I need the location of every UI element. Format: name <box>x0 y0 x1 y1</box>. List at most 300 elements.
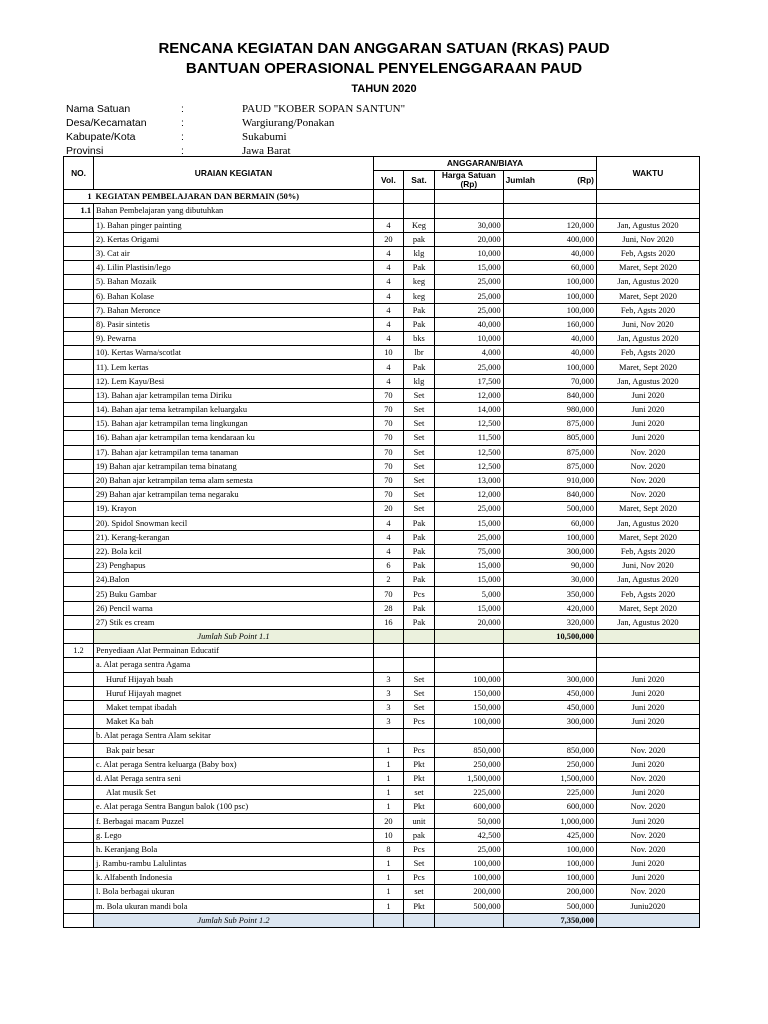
cell-vol: 70 <box>373 587 403 601</box>
cell-harga: 10,000 <box>435 246 504 260</box>
cell-sat: Pcs <box>403 842 434 856</box>
cell-waktu: Juni 2020 <box>596 417 699 431</box>
cell-vol: 1 <box>373 871 403 885</box>
cell-item: Huruf Hijayah magnet <box>94 686 374 700</box>
subtotal-value: 7,350,000 <box>503 913 596 927</box>
cell-jumlah: 40,000 <box>503 346 596 360</box>
table-row <box>64 488 700 502</box>
cell-item: d. Alat Peraga sentra seni <box>94 771 374 785</box>
table-row <box>64 559 700 573</box>
cell-harga: 200,000 <box>435 885 504 899</box>
cell-item: k. Alfabenth Indonesia <box>94 871 374 885</box>
document-subtitle: BANTUAN OPERASIONAL PENYELENGGARAAN PAUD <box>185 60 583 77</box>
cell-harga: 25,000 <box>435 842 504 856</box>
cell-item: c. Alat peraga Sentra keluarga (Baby box) <box>94 757 374 771</box>
table-row <box>64 246 700 260</box>
cell-item: l. Bola berbagai ukuran <box>94 885 374 899</box>
table-row <box>64 615 700 629</box>
table-row <box>64 346 700 360</box>
cell-sat: unit <box>403 814 434 828</box>
table-row <box>64 232 700 246</box>
cell-waktu: Juni 2020 <box>596 857 699 871</box>
table-row <box>64 544 700 558</box>
cell-sat: klg <box>403 374 434 388</box>
cell-harga: 11,500 <box>435 431 504 445</box>
cell-item: 27) Stik es cream <box>94 615 374 629</box>
table-row <box>64 431 700 445</box>
cell-waktu: Nov. 2020 <box>596 842 699 856</box>
cell-no <box>64 729 94 743</box>
cell-no <box>64 899 94 913</box>
cell-item: Maket tempat ibadah <box>94 700 374 714</box>
cell-sat: lbr <box>403 346 434 360</box>
cell-item: 9). Pewarna <box>94 332 374 346</box>
cell-waktu: Nov. 2020 <box>596 743 699 757</box>
cell-vol: 10 <box>373 346 403 360</box>
cell-no <box>64 672 94 686</box>
table-row <box>64 786 700 800</box>
cell-sat: Pkt <box>403 899 434 913</box>
cell-vol: 70 <box>373 473 403 487</box>
cell-sat: Set <box>403 431 434 445</box>
cell-item: 14). Bahan ajar tema ketrampilan keluargaku <box>94 403 374 417</box>
cell-item: 2). Kertas Origami <box>94 232 374 246</box>
cell-vol: 16 <box>373 615 403 629</box>
cell-waktu: Juni 2020 <box>596 786 699 800</box>
header-vol: Vol. <box>373 171 403 190</box>
cell-vol: 3 <box>373 700 403 714</box>
header-harga: Harga Satuan (Rp) <box>435 171 504 190</box>
cell-waktu: Juni 2020 <box>596 715 699 729</box>
cell-sat <box>403 729 434 743</box>
cell-item: 3). Cat air <box>94 246 374 260</box>
cell-waktu: Nov. 2020 <box>596 473 699 487</box>
cell-no <box>64 743 94 757</box>
cell-harga: 12,500 <box>435 459 504 473</box>
cell-no <box>64 786 94 800</box>
cell-sat: Set <box>403 686 434 700</box>
cell-no <box>64 303 94 317</box>
cell-jumlah: 875,000 <box>503 417 596 431</box>
subtotal-label: Jumlah Sub Point 1.1 <box>94 630 374 644</box>
cell-no <box>64 246 94 260</box>
cell-waktu: Maret, Sept 2020 <box>596 360 699 374</box>
cell-no <box>64 857 94 871</box>
cell-vol: 8 <box>373 842 403 856</box>
cell-no <box>64 615 94 629</box>
header-jumlah-label: Jumlah <box>505 174 535 185</box>
cell-sat: Pak <box>403 261 434 275</box>
cell-jumlah: 840,000 <box>503 388 596 402</box>
cell-vol: 20 <box>373 814 403 828</box>
cell-harga: 14,000 <box>435 403 504 417</box>
subtotal-row <box>64 630 700 644</box>
cell-item: Alat musik Set <box>94 786 374 800</box>
cell-item: 1). Bahan pinger painting <box>94 218 374 232</box>
cell-no <box>64 289 94 303</box>
cell-sat: Pak <box>403 544 434 558</box>
cell-vol: 4 <box>373 317 403 331</box>
cell-harga: 150,000 <box>435 700 504 714</box>
cell-sat: Set <box>403 700 434 714</box>
cell-sat: klg <box>403 246 434 260</box>
cell-no <box>64 700 94 714</box>
cell-item: g. Lego <box>94 828 374 842</box>
info-colon: : <box>181 131 184 143</box>
cell-vol: 1 <box>373 786 403 800</box>
cell-jumlah: 840,000 <box>503 488 596 502</box>
cell-waktu <box>596 729 699 743</box>
cell-sat: Pkt <box>403 757 434 771</box>
cell-vol: 1 <box>373 857 403 871</box>
cell-waktu: Maret, Sept 2020 <box>596 530 699 544</box>
cell-jumlah <box>503 658 596 672</box>
subsection-no: 1.1 <box>64 204 94 218</box>
table-row <box>64 587 700 601</box>
cell-item: 25) Buku Gambar <box>94 587 374 601</box>
cell-vol: 3 <box>373 715 403 729</box>
cell-jumlah: 450,000 <box>503 686 596 700</box>
subsection-label: Bahan Pembelajaran yang dibutuhkan <box>94 204 374 218</box>
document-title: RENCANA KEGIATAN DAN ANGGARAN SATUAN (RKAS) PAUD <box>158 40 610 57</box>
header-uraian: URAIAN KEGIATAN <box>94 157 374 190</box>
cell-harga: 42,500 <box>435 828 504 842</box>
cell-no <box>64 360 94 374</box>
table-row <box>64 800 700 814</box>
cell-jumlah: 805,000 <box>503 431 596 445</box>
cell-waktu: Nov. 2020 <box>596 459 699 473</box>
cell-jumlah: 600,000 <box>503 800 596 814</box>
cell-item: 10). Kertas Warna/scotlat <box>94 346 374 360</box>
table-row <box>64 771 700 785</box>
cell-waktu: Juni 2020 <box>596 672 699 686</box>
section-no: 1 <box>64 190 94 204</box>
info-label: Desa/Kecamatan <box>66 117 147 129</box>
cell-harga: 225,000 <box>435 786 504 800</box>
table-row <box>64 445 700 459</box>
cell-vol: 1 <box>373 743 403 757</box>
cell-item: 12). Lem Kayu/Besi <box>94 374 374 388</box>
cell-vol: 6 <box>373 559 403 573</box>
cell-sat <box>403 658 434 672</box>
cell-no <box>64 232 94 246</box>
budget-table <box>63 156 700 928</box>
cell-harga: 20,000 <box>435 232 504 246</box>
cell-waktu: Juni, Nov 2020 <box>596 317 699 331</box>
table-row <box>64 388 700 402</box>
cell-harga: 12,000 <box>435 488 504 502</box>
cell-harga: 25,000 <box>435 530 504 544</box>
cell-sat: Pak <box>403 516 434 530</box>
cell-no <box>64 715 94 729</box>
cell-sat: keg <box>403 275 434 289</box>
cell-item: 20) Bahan ajar ketrampilan tema alam semesta <box>94 473 374 487</box>
cell-waktu: Juni 2020 <box>596 388 699 402</box>
cell-item: a. Alat peraga sentra Agama <box>94 658 374 672</box>
cell-waktu: Feb, Agsts 2020 <box>596 346 699 360</box>
cell-jumlah: 400,000 <box>503 232 596 246</box>
cell-waktu: Maret, Sept 2020 <box>596 261 699 275</box>
cell-vol: 70 <box>373 403 403 417</box>
table-row <box>64 658 700 672</box>
cell-item: 22). Bola kcil <box>94 544 374 558</box>
cell-jumlah: 850,000 <box>503 743 596 757</box>
cell-vol: 4 <box>373 332 403 346</box>
cell-jumlah: 225,000 <box>503 786 596 800</box>
cell-harga: 15,000 <box>435 601 504 615</box>
cell-jumlah: 980,000 <box>503 403 596 417</box>
cell-jumlah: 300,000 <box>503 715 596 729</box>
header-rp-label: (Rp) <box>577 174 594 185</box>
cell-harga: 100,000 <box>435 672 504 686</box>
cell-vol <box>373 658 403 672</box>
document-year: TAHUN 2020 <box>351 83 417 95</box>
info-value: PAUD "KOBER SOPAN SANTUN" <box>242 103 406 115</box>
cell-waktu: Maret, Sept 2020 <box>596 502 699 516</box>
cell-waktu: Nov. 2020 <box>596 885 699 899</box>
cell-waktu: Jan, Agustus 2020 <box>596 218 699 232</box>
cell-jumlah: 120,000 <box>503 218 596 232</box>
cell-jumlah: 1,500,000 <box>503 771 596 785</box>
cell-jumlah: 1,000,000 <box>503 814 596 828</box>
cell-harga: 250,000 <box>435 757 504 771</box>
cell-sat: Pak <box>403 530 434 544</box>
cell-vol: 70 <box>373 459 403 473</box>
cell-jumlah: 300,000 <box>503 672 596 686</box>
cell-waktu: Nov. 2020 <box>596 771 699 785</box>
info-colon: : <box>181 103 184 115</box>
table-row <box>64 686 700 700</box>
cell-item: 19). Krayon <box>94 502 374 516</box>
cell-harga: 150,000 <box>435 686 504 700</box>
cell-item: 21). Kerang-kerangan <box>94 530 374 544</box>
info-colon: : <box>181 145 184 157</box>
cell-waktu: Jan, Agustus 2020 <box>596 615 699 629</box>
cell-harga: 100,000 <box>435 857 504 871</box>
header-jumlah <box>503 171 596 190</box>
cell-jumlah: 100,000 <box>503 842 596 856</box>
cell-no <box>64 488 94 502</box>
cell-harga: 10,000 <box>435 332 504 346</box>
cell-jumlah: 420,000 <box>503 601 596 615</box>
cell-harga: 25,000 <box>435 289 504 303</box>
cell-jumlah: 875,000 <box>503 445 596 459</box>
cell-sat: set <box>403 786 434 800</box>
cell-no <box>64 814 94 828</box>
cell-no <box>64 275 94 289</box>
cell-harga: 12,000 <box>435 388 504 402</box>
cell-jumlah: 875,000 <box>503 459 596 473</box>
cell-no <box>64 630 94 644</box>
cell-harga: 30,000 <box>435 218 504 232</box>
table-row <box>64 303 700 317</box>
cell-no <box>64 431 94 445</box>
cell-sat: Pkt <box>403 771 434 785</box>
cell-item: e. Alat peraga Sentra Bangun balok (100 psc) <box>94 800 374 814</box>
cell-sat: Set <box>403 488 434 502</box>
table-row <box>64 757 700 771</box>
cell-item: 13). Bahan ajar ketrampilan tema Diriku <box>94 388 374 402</box>
info-value: Jawa Barat <box>242 145 291 157</box>
cell-jumlah: 500,000 <box>503 502 596 516</box>
subsection-row <box>64 644 700 658</box>
cell-harga: 17,500 <box>435 374 504 388</box>
cell-vol: 1 <box>373 757 403 771</box>
cell-item: 5). Bahan Mozaik <box>94 275 374 289</box>
table-row <box>64 261 700 275</box>
info-label: Nama Satuan <box>66 103 131 115</box>
cell-vol: 4 <box>373 261 403 275</box>
cell-no <box>64 871 94 885</box>
table-row <box>64 360 700 374</box>
cell-no <box>64 885 94 899</box>
cell-harga: 15,000 <box>435 261 504 275</box>
cell-harga: 15,000 <box>435 516 504 530</box>
cell-waktu: Jan, Agustus 2020 <box>596 374 699 388</box>
cell-waktu: Nov. 2020 <box>596 828 699 842</box>
cell-item: Huruf Hijayah buah <box>94 672 374 686</box>
cell-jumlah: 250,000 <box>503 757 596 771</box>
cell-sat: Set <box>403 388 434 402</box>
cell-waktu: Maret, Sept 2020 <box>596 601 699 615</box>
table-row <box>64 828 700 842</box>
table-row <box>64 502 700 516</box>
cell-jumlah: 100,000 <box>503 530 596 544</box>
cell-harga <box>435 658 504 672</box>
cell-vol: 4 <box>373 303 403 317</box>
cell-vol: 4 <box>373 218 403 232</box>
cell-no <box>64 218 94 232</box>
cell-item: 29) Bahan ajar ketrampilan tema negaraku <box>94 488 374 502</box>
cell-item: Maket Ka bah <box>94 715 374 729</box>
cell-sat: bks <box>403 332 434 346</box>
cell-item: 16). Bahan ajar ketrampilan tema kendaraan ku <box>94 431 374 445</box>
cell-no <box>64 842 94 856</box>
cell-harga: 25,000 <box>435 303 504 317</box>
cell-waktu: Juni 2020 <box>596 700 699 714</box>
section-label: KEGIATAN PEMBELAJARAN DAN BERMAIN (50%) <box>94 190 374 204</box>
cell-item: 7). Bahan Meronce <box>94 303 374 317</box>
cell-item: 4). Lilin Plastisin/lego <box>94 261 374 275</box>
table-row <box>64 729 700 743</box>
table-row <box>64 700 700 714</box>
cell-vol: 4 <box>373 246 403 260</box>
cell-item: 6). Bahan Kolase <box>94 289 374 303</box>
cell-vol: 4 <box>373 289 403 303</box>
table-row <box>64 842 700 856</box>
cell-vol: 1 <box>373 899 403 913</box>
table-row <box>64 814 700 828</box>
table-row <box>64 715 700 729</box>
cell-vol: 10 <box>373 828 403 842</box>
cell-jumlah: 450,000 <box>503 700 596 714</box>
cell-waktu: Jan, Agustus 2020 <box>596 516 699 530</box>
cell-jumlah: 320,000 <box>503 615 596 629</box>
cell-vol: 28 <box>373 601 403 615</box>
table-row <box>64 403 700 417</box>
cell-vol: 1 <box>373 885 403 899</box>
cell-jumlah: 425,000 <box>503 828 596 842</box>
table-row <box>64 289 700 303</box>
info-value: Wargiurang/Ponakan <box>242 117 335 129</box>
subtotal-label: Jumlah Sub Point 1.2 <box>94 913 374 927</box>
cell-sat: Set <box>403 445 434 459</box>
cell-sat: pak <box>403 828 434 842</box>
cell-jumlah: 350,000 <box>503 587 596 601</box>
cell-sat: Pcs <box>403 587 434 601</box>
cell-item: 15). Bahan ajar ketrampilan tema lingkungan <box>94 417 374 431</box>
cell-waktu: Maret, Sept 2020 <box>596 289 699 303</box>
cell-harga: 15,000 <box>435 573 504 587</box>
cell-harga: 600,000 <box>435 800 504 814</box>
table-row <box>64 573 700 587</box>
table-row <box>64 516 700 530</box>
cell-no <box>64 388 94 402</box>
cell-item: 26) Pencil warna <box>94 601 374 615</box>
subsection-label: Penyediaan Alat Permainan Educatif <box>94 644 374 658</box>
cell-item: Bak pair besar <box>94 743 374 757</box>
subsection-no: 1.2 <box>64 644 94 658</box>
cell-sat: Set <box>403 502 434 516</box>
cell-waktu: Jan, Agustus 2020 <box>596 573 699 587</box>
cell-harga: 500,000 <box>435 899 504 913</box>
table-row <box>64 899 700 913</box>
cell-jumlah <box>503 729 596 743</box>
cell-no <box>64 828 94 842</box>
table-row <box>64 743 700 757</box>
cell-jumlah: 100,000 <box>503 871 596 885</box>
cell-no <box>64 658 94 672</box>
cell-no <box>64 544 94 558</box>
cell-sat: Pak <box>403 601 434 615</box>
cell-waktu: Juni 2020 <box>596 403 699 417</box>
info-value: Sukabumi <box>242 131 287 143</box>
cell-waktu: Jan, Agustus 2020 <box>596 332 699 346</box>
cell-no <box>64 346 94 360</box>
cell-jumlah: 500,000 <box>503 899 596 913</box>
cell-jumlah: 160,000 <box>503 317 596 331</box>
cell-item: 8). Pasir sintetis <box>94 317 374 331</box>
cell-waktu: Juni 2020 <box>596 431 699 445</box>
cell-vol: 20 <box>373 232 403 246</box>
cell-waktu: Jan, Agustus 2020 <box>596 275 699 289</box>
cell-jumlah: 100,000 <box>503 360 596 374</box>
cell-no <box>64 403 94 417</box>
cell-item: 17). Bahan ajar ketrampilan tema tanaman <box>94 445 374 459</box>
cell-vol: 2 <box>373 573 403 587</box>
header-no: NO. <box>64 157 94 190</box>
cell-item: h. Keranjang Bola <box>94 842 374 856</box>
header-anggaran: ANGGARAN/BIAYA <box>373 157 596 171</box>
cell-harga: 850,000 <box>435 743 504 757</box>
cell-item: 23) Penghapus <box>94 559 374 573</box>
cell-no <box>64 913 94 927</box>
cell-harga: 100,000 <box>435 715 504 729</box>
table-row <box>64 374 700 388</box>
cell-jumlah: 90,000 <box>503 559 596 573</box>
cell-waktu <box>596 658 699 672</box>
cell-waktu: Feb, Agsts 2020 <box>596 246 699 260</box>
cell-waktu: Nov. 2020 <box>596 800 699 814</box>
cell-sat: Set <box>403 473 434 487</box>
cell-sat: keg <box>403 289 434 303</box>
cell-harga <box>435 729 504 743</box>
cell-harga: 13,000 <box>435 473 504 487</box>
cell-waktu: Juni, Nov 2020 <box>596 232 699 246</box>
table-row <box>64 530 700 544</box>
cell-jumlah: 60,000 <box>503 261 596 275</box>
cell-waktu: Juni 2020 <box>596 814 699 828</box>
